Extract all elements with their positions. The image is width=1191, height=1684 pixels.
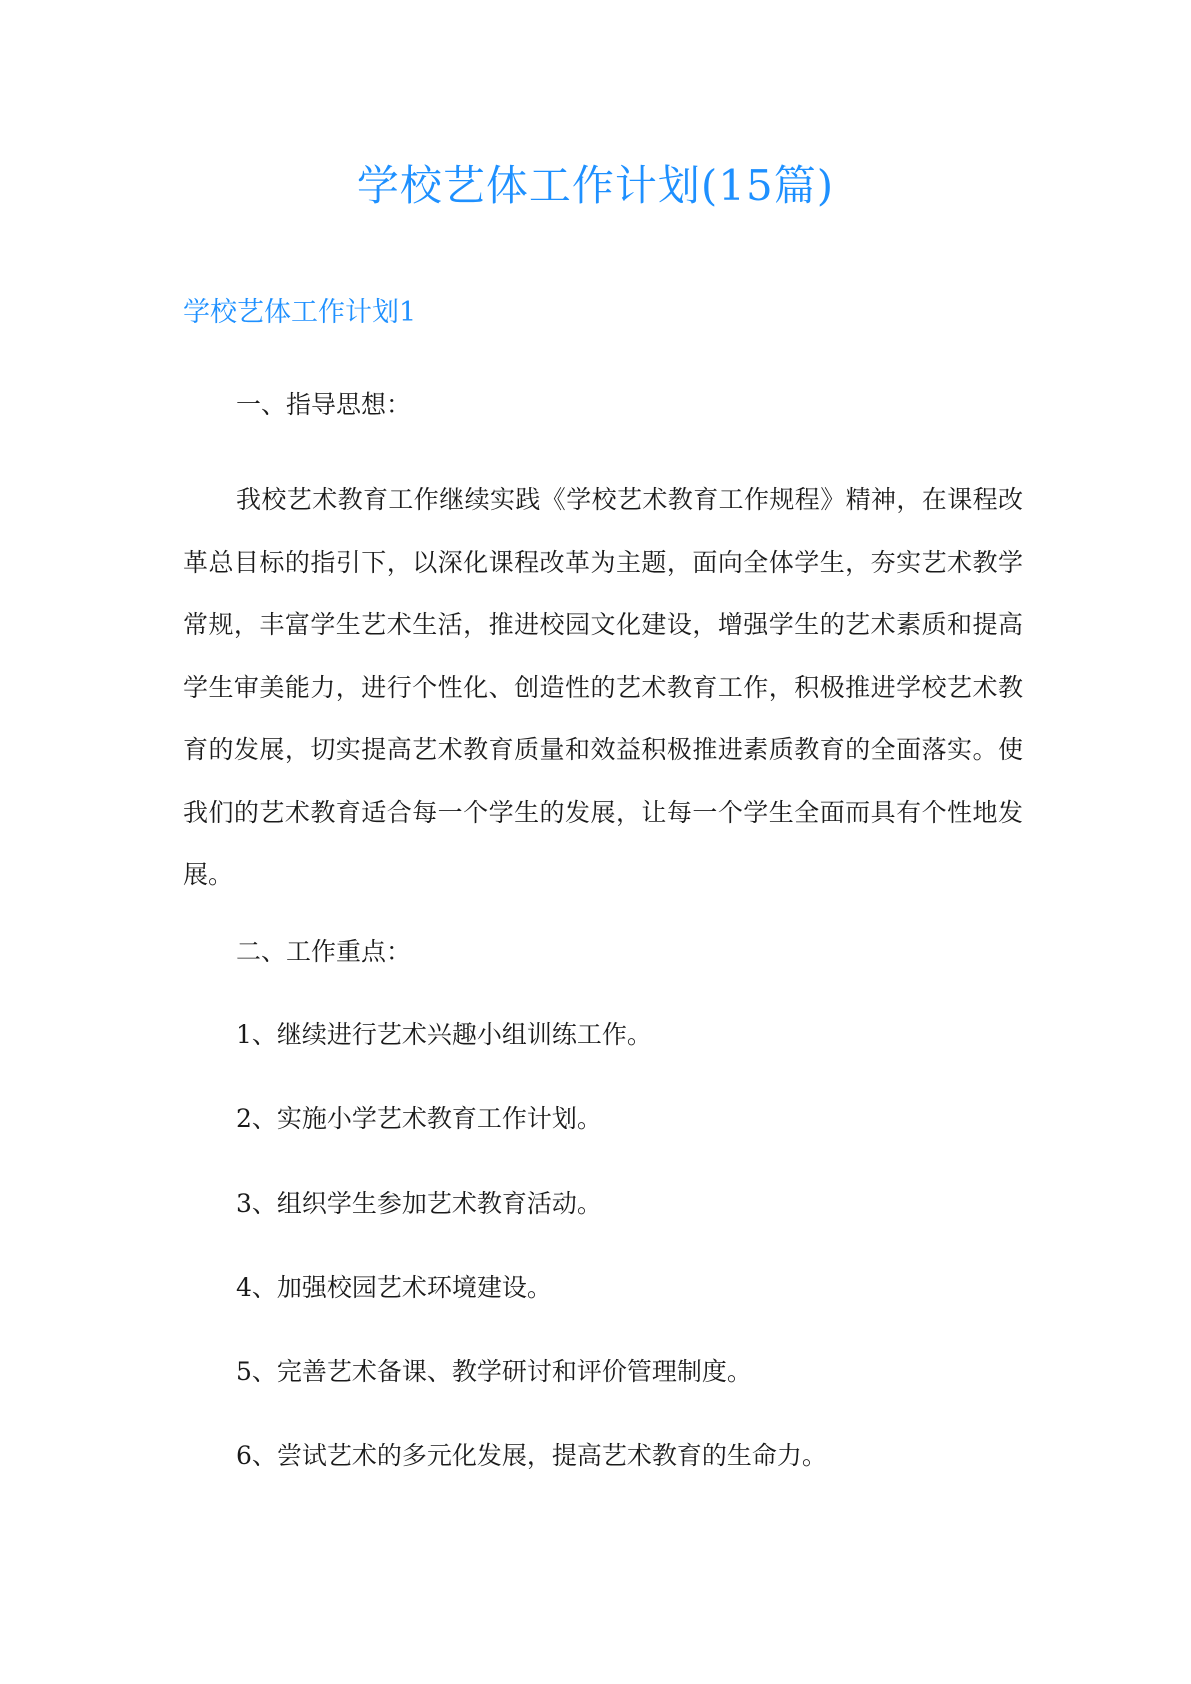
body-paragraph: 我校艺术教育工作继续实践《学校艺术教育工作规程》精神，在课程改革总目标的指引下，以深化课程改革为主题，面向全体学生，夯实艺术教学常规，丰富学生艺术生活，推进校园文化建设，增强学生的艺术素质和提高学生审美能力，进行个性化、创造性的艺术教育工作，积极推进学校艺术教育的发展，切实提高艺术教育质量和效益积极推进素质教育的全面落实。使我们的艺术教育适合每一个学生的发展，让每一个学生全面而具有个性地发展。	[183, 485, 1023, 889]
heading-guiding-ideology: 一、指导思想：	[236, 390, 412, 419]
list-item: 3、组织学生参加艺术教育活动。	[236, 1189, 602, 1218]
list-item: 2、实施小学艺术教育工作计划。	[236, 1104, 602, 1133]
document-title: 学校艺体工作计划(15篇)	[356, 161, 835, 210]
list-item: 1、继续进行艺术兴趣小组训练工作。	[236, 1020, 652, 1049]
list-item: 5、完善艺术备课、教学研讨和评价管理制度。	[236, 1357, 752, 1386]
list-item: 4、加强校园艺术环境建设。	[236, 1273, 552, 1302]
list-item: 6、尝试艺术的多元化发展，提高艺术教育的生命力。	[236, 1441, 827, 1470]
section-heading: 学校艺体工作计划1	[183, 297, 417, 328]
heading-work-focus: 二、工作重点：	[236, 937, 412, 966]
